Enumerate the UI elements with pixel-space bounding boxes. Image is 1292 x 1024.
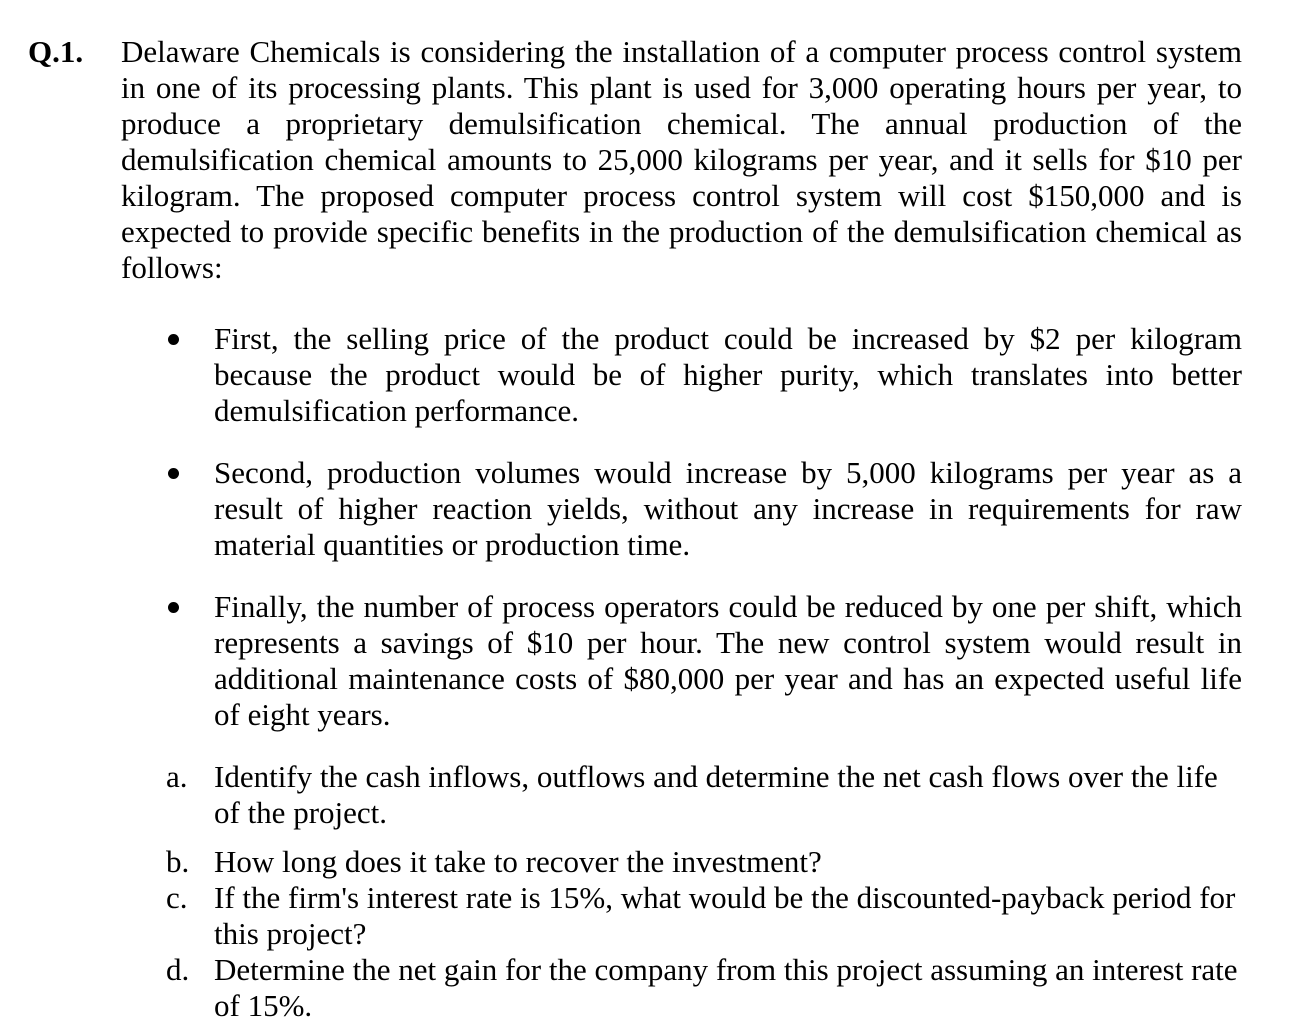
subquestion-text: If the firm's interest rate is 15%, what would be the discounted-payback period for this project? xyxy=(214,880,1236,951)
bullet-icon xyxy=(168,602,179,613)
benefit-item xyxy=(214,321,1242,429)
subquestion-text: Determine the net gain for the company from this project assuming an interest rate of 15%. xyxy=(214,952,1238,1023)
benefit-item xyxy=(214,455,1242,563)
subquestion-letter: b. xyxy=(166,844,190,879)
question-block xyxy=(28,34,1258,1024)
benefit-text: First, the selling price of the product could be increased by $2 per kilogram because the product would be of higher purity, which translates into better demulsification performance. xyxy=(214,321,1242,428)
subquestion-b xyxy=(166,844,1242,880)
question-intro: Delaware Chemicals is considering the installation of a computer process control system in one of its processing plants. This plant is used for 3,000 operating hours per year, to produce a proprietary demulsification chemical. The annual production of the demulsification chemical amounts to 25,000 kilograms per year, and it sells for $10 per kilogram. The proposed computer process control system will cost $150,000 and is expected to provide specific benefits in the production of the demulsification chemical as follows: xyxy=(121,34,1242,285)
question-number: Q.1. xyxy=(28,34,84,69)
benefit-text: Second, production volumes would increase by 5,000 kilograms per year as a result of higher reaction yields, without any increase in requirements for raw material quantities or production time. xyxy=(214,455,1242,562)
subquestion-list xyxy=(166,759,1242,1024)
bullet-icon xyxy=(168,468,179,479)
subquestion-a xyxy=(166,759,1242,831)
subquestion-letter: c. xyxy=(166,880,188,915)
benefit-item xyxy=(214,589,1242,733)
subquestion-c xyxy=(166,880,1242,952)
subquestion-text: Identify the cash inflows, outflows and determine the net cash flows over the life of the project. xyxy=(214,759,1218,830)
benefit-text: Finally, the number of process operators could be reduced by one per shift, which represents a savings of $10 per hour. The new control system would result in additional maintenance costs of $80,000 per year and has an expected useful life of eight years. xyxy=(214,589,1242,732)
benefit-list xyxy=(214,321,1242,733)
bullet-icon xyxy=(168,334,179,345)
subquestion-d xyxy=(166,952,1242,1024)
subquestion-text: How long does it take to recover the investment? xyxy=(214,844,822,879)
subquestion-letter: a. xyxy=(166,759,188,794)
subquestion-letter: d. xyxy=(166,952,190,987)
